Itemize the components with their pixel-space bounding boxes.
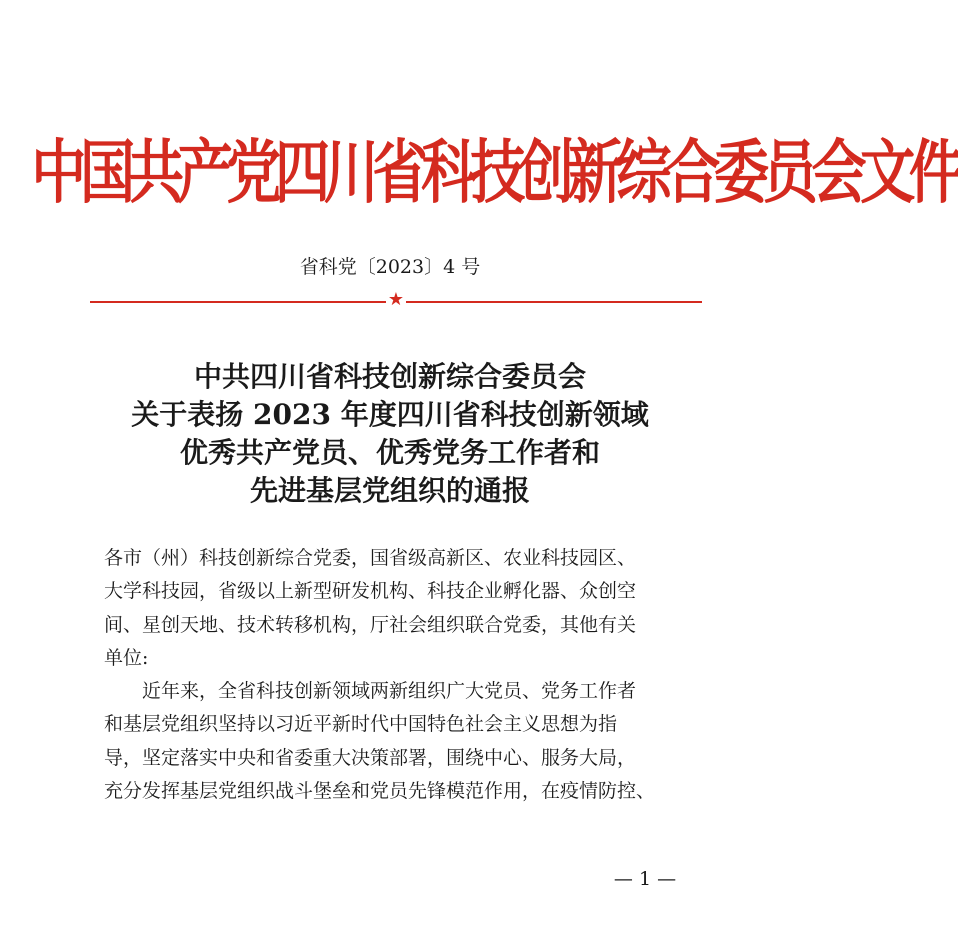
red-separator — [90, 289, 702, 312]
notice-title-line: 优秀共产党员、优秀党务工作者和 — [179, 436, 600, 469]
addressee-line: 单位: — [104, 646, 149, 669]
addressee-line: 各市（州）科技创新综合党委，国省级高新区、农业科技园区、 — [104, 547, 637, 569]
paragraph-line: 导，坚定落实中央和省委重大决策部署，围绕中心、服务大局， — [104, 746, 637, 769]
notice-title-line: 中共四川省科技创新综合委员会 — [193, 360, 586, 393]
paragraph-line: 和基层党组织坚持以习近平新时代中国特色社会主义思想为指 — [104, 713, 618, 736]
document-number: 省科党〔2023〕4 号 — [299, 256, 481, 278]
star-icon: ★ — [387, 289, 405, 310]
notice-title — [0, 358, 780, 510]
separator-line-right — [406, 301, 702, 303]
notice-title-line: 先进基层党组织的通报 — [249, 474, 530, 507]
addressee-line: 间、星创天地、技术转移机构，厅社会组织联合党委，其他有关 — [104, 613, 637, 636]
separator-line-left — [90, 301, 386, 303]
page-number: — 1 — — [613, 868, 677, 890]
notice-title-line: 关于表扬 2023 年度四川省科技创新领域 — [131, 398, 649, 431]
document-header-title: 中国共产党四川省科技创新综合委员会文件 — [31, 132, 958, 214]
paragraph-line: 近年来，全省科技创新领域两新组织广大党员、党务工作者 — [142, 680, 637, 703]
paragraph-line: 充分发挥基层党组织战斗堡垒和党员先锋模范作用，在疫情防控、 — [104, 780, 656, 803]
addressee-line: 大学科技园，省级以上新型研发机构、科技企业孵化器、众创空 — [104, 580, 637, 603]
body-text — [104, 542, 694, 808]
